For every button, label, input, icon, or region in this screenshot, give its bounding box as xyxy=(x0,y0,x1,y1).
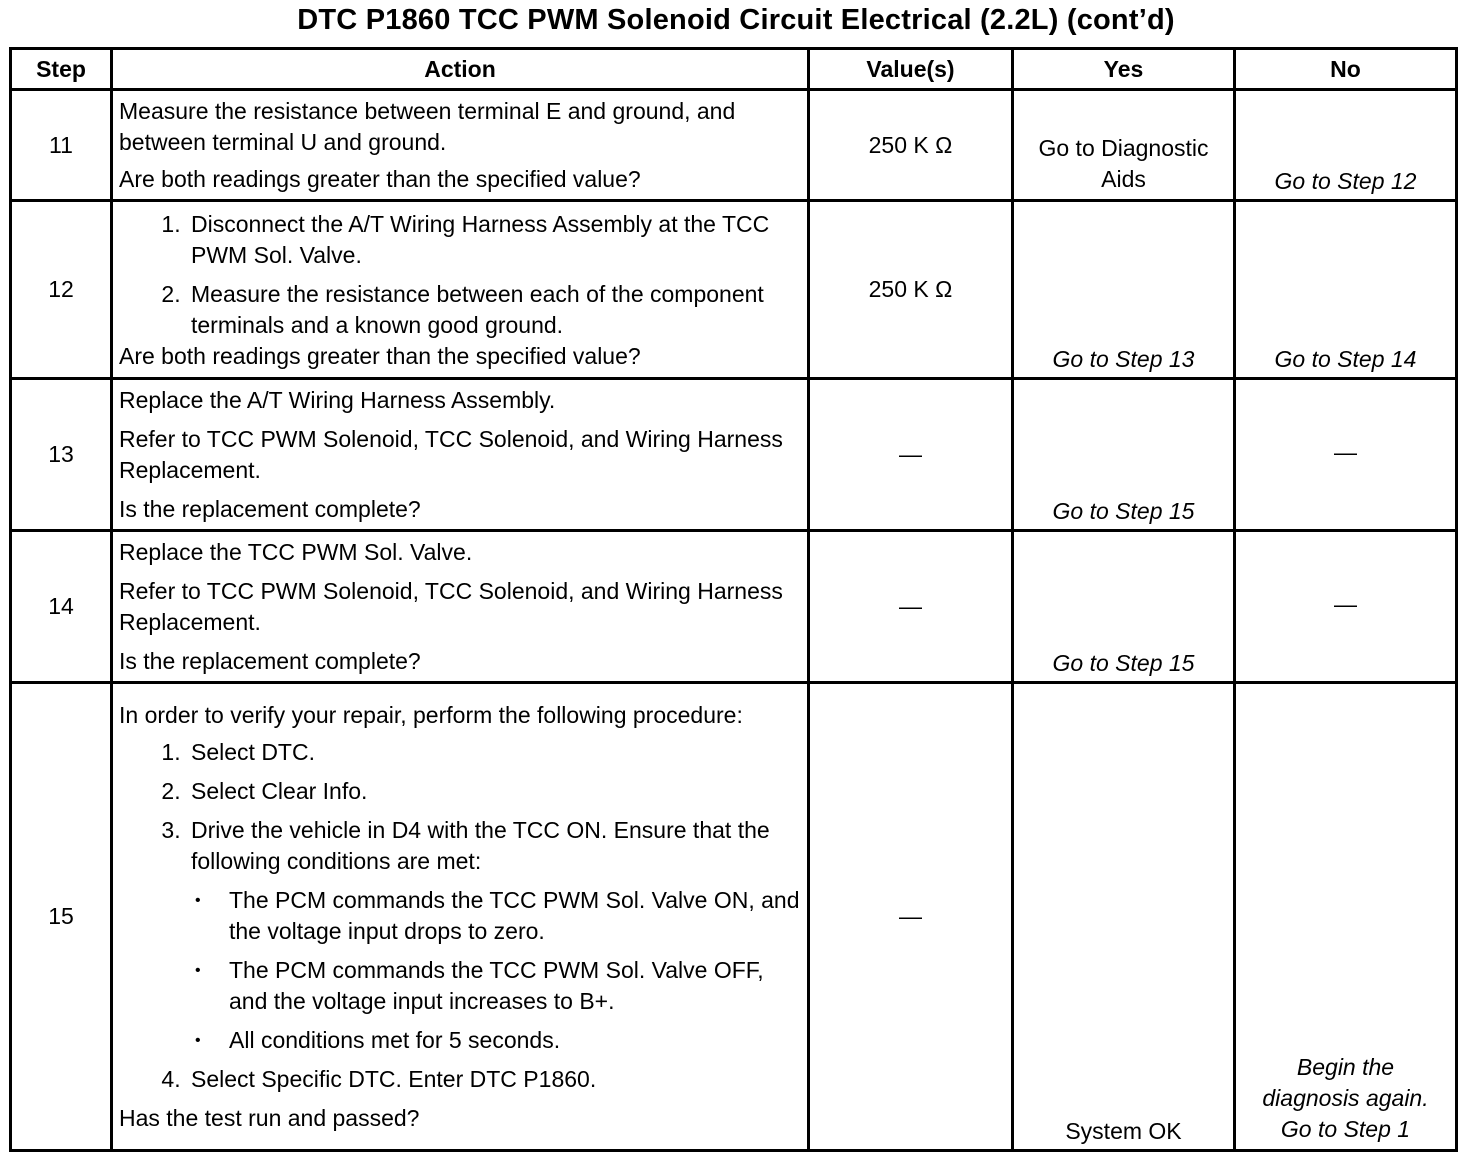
value-dash: — xyxy=(899,593,922,619)
no-cell xyxy=(1235,379,1457,531)
action-cell xyxy=(112,90,809,201)
yes-cell xyxy=(1013,201,1235,379)
action-question: Are both readings greater than the specified value? xyxy=(119,342,641,369)
value-cell xyxy=(809,531,1013,683)
numbered-list xyxy=(119,209,801,341)
yes-cell xyxy=(1013,683,1235,1151)
action-text: Refer to TCC PWM Solenoid, TCC Solenoid, and Wiring Harness Replacement. xyxy=(119,426,783,483)
no-dash: — xyxy=(1334,439,1357,465)
yes-cell xyxy=(1013,531,1235,683)
action-cell xyxy=(112,531,809,683)
yes-cell xyxy=(1013,90,1235,201)
action-cell xyxy=(112,201,809,379)
bullet-item: • The PCM commands the TCC PWM Sol. Valve OFF, and the voltage input increases to B+. xyxy=(225,955,801,1017)
no-link[interactable]: Go to Step 14 xyxy=(1274,346,1417,372)
no-cell xyxy=(1235,683,1457,1151)
header-step: Step xyxy=(11,49,112,90)
bullet-list xyxy=(191,885,801,1056)
action-cell xyxy=(112,379,809,531)
action-intro: In order to verify your repair, perform the following procedure: xyxy=(119,702,743,728)
yes-link[interactable]: System OK xyxy=(1065,1118,1182,1144)
table-header-row xyxy=(11,49,1457,90)
action-question: Are both readings greater than the specified value? xyxy=(119,166,641,192)
value-cell xyxy=(809,379,1013,531)
action-text: Replace the TCC PWM Sol. Valve. xyxy=(119,539,473,565)
yes-cell xyxy=(1013,379,1235,531)
table-row-step-11 xyxy=(11,90,1457,201)
table-row-step-13 xyxy=(11,379,1457,531)
no-link[interactable]: Begin the diagnosis again. Go to Step 1 xyxy=(1262,1054,1429,1142)
page-title: DTC P1860 TCC PWM Solenoid Circuit Electrical (2.2L) (cont’d) xyxy=(297,4,1175,36)
table-row-step-12 xyxy=(11,201,1457,379)
value-cell: 250 K Ω xyxy=(809,201,1013,379)
yes-link[interactable]: Go to Step 13 xyxy=(1052,346,1195,372)
no-cell xyxy=(1235,90,1457,201)
list-item: 4. Select Specific DTC. Enter DTC P1860. xyxy=(187,1064,801,1095)
step-number: 13 xyxy=(11,379,112,531)
action-text: Refer to TCC PWM Solenoid, TCC Solenoid, and Wiring Harness Replacement. xyxy=(119,578,783,635)
no-dash: — xyxy=(1334,591,1357,617)
step-number: 14 xyxy=(11,531,112,683)
list-item-text: Drive the vehicle in D4 with the TCC ON. Ensure that the following conditions are met: xyxy=(191,817,770,874)
action-cell xyxy=(112,683,809,1151)
list-item: 2. Select Clear Info. xyxy=(187,776,801,807)
action-question: Has the test run and passed? xyxy=(119,1105,420,1131)
table-row-step-14 xyxy=(11,531,1457,683)
no-link[interactable]: Go to Step 12 xyxy=(1274,168,1417,194)
header-values: Value(s) xyxy=(809,49,1013,90)
diagnostic-table xyxy=(9,47,1458,1152)
header-action: Action xyxy=(112,49,809,90)
action-text: Measure the resistance between terminal E and ground, and between terminal U and ground. xyxy=(119,98,736,155)
value-cell: 250 K Ω xyxy=(809,90,1013,201)
step-number: 12 xyxy=(11,201,112,379)
value-cell xyxy=(809,683,1013,1151)
no-cell xyxy=(1235,201,1457,379)
value-dash: — xyxy=(899,441,922,467)
table-row-step-15 xyxy=(11,683,1457,1151)
action-question: Is the replacement complete? xyxy=(119,648,421,674)
value-dash: — xyxy=(899,903,922,929)
header-yes: Yes xyxy=(1013,49,1235,90)
action-question: Is the replacement complete? xyxy=(119,496,421,522)
list-item: 2. Measure the resistance between each of the component terminals and a known good ground. xyxy=(187,279,801,341)
list-item: 1. Select DTC. xyxy=(187,737,801,768)
yes-link[interactable]: Go to Step 15 xyxy=(1052,650,1195,676)
step-number: 11 xyxy=(11,90,112,201)
list-item: 1. Disconnect the A/T Wiring Harness Assembly at the TCC PWM Sol. Valve. xyxy=(187,209,801,271)
yes-link[interactable]: Go to Diagnostic Aids xyxy=(1038,135,1209,192)
list-item xyxy=(187,815,801,1056)
bullet-item: • The PCM commands the TCC PWM Sol. Valve ON, and the voltage input drops to zero. xyxy=(225,885,801,947)
action-text: Replace the A/T Wiring Harness Assembly. xyxy=(119,387,556,413)
yes-link[interactable]: Go to Step 15 xyxy=(1052,498,1195,524)
bullet-item: • All conditions met for 5 seconds. xyxy=(225,1025,801,1056)
no-cell xyxy=(1235,531,1457,683)
numbered-list xyxy=(119,737,801,1095)
header-no: No xyxy=(1235,49,1457,90)
step-number: 15 xyxy=(11,683,112,1151)
